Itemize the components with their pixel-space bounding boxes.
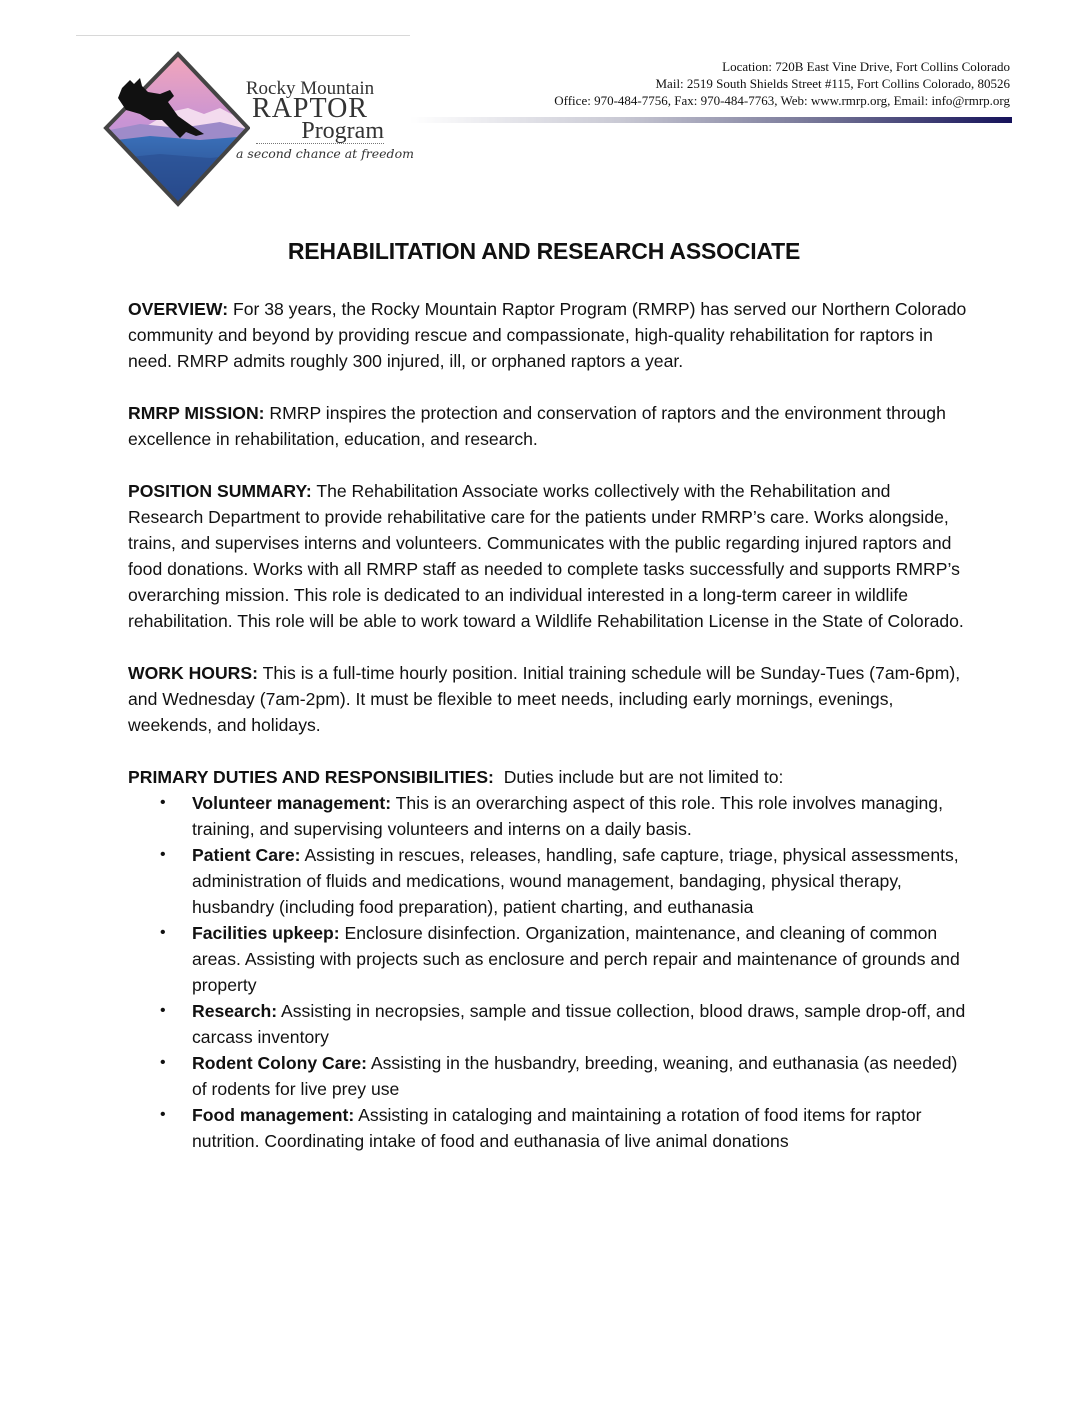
logo-line-raptor: RAPTOR bbox=[252, 93, 368, 124]
duty-item bbox=[128, 1050, 968, 1102]
duties-intro: Duties include but are not limited to: bbox=[493, 767, 784, 787]
section-text: This is a full-time hourly position. Initial training schedule will be Sunday-Tues (7am-6pm), and Wednesday (7am-2pm). It must be flexible to meet needs, including early mornings, evenings, weekends, and holidays. bbox=[128, 663, 961, 735]
duty-label: Volunteer management: bbox=[192, 793, 392, 813]
section-text: The Rehabilitation Associate works collectively with the Rehabilitation and Research Department to provide rehabilitative care for the patients under RMRP’s care. Works alongside, trains, and supervises interns and volunteers. Communicates with the public regarding injured raptors and food donations. Works with all RMRP staff as needed to complete tasks successfully and supports RMRP’s overarching mission. This role is dedicated to an individual interested in a long-term career in wildlife rehabilitation. This role will be able to work toward a Wildlife Rehabilitation License in the State of Colorado. bbox=[128, 481, 964, 631]
section-label: RMRP MISSION: bbox=[128, 403, 265, 423]
logo-line-rocky-mountain: Rocky Mountain bbox=[245, 78, 375, 99]
section-work-hours bbox=[128, 660, 968, 738]
top-rule bbox=[76, 35, 410, 36]
contact-block bbox=[554, 58, 1010, 109]
diamond-mountain-eagle-icon bbox=[100, 50, 250, 210]
section-position-summary bbox=[128, 478, 968, 634]
section-label: OVERVIEW: bbox=[128, 299, 229, 319]
duty-label: Patient Care: bbox=[192, 845, 301, 865]
duty-text: This is an overarching aspect of this role. This role involves managing, training, and supervising volunteers and interns on a daily basis. bbox=[192, 793, 943, 839]
bullet-icon: • bbox=[160, 1002, 166, 1019]
logo-wordmark bbox=[236, 80, 384, 144]
duty-label: Rodent Colony Care: bbox=[192, 1053, 367, 1073]
document-body bbox=[128, 296, 968, 1154]
section-overview bbox=[128, 296, 968, 374]
section-text: For 38 years, the Rocky Mountain Raptor Program (RMRP) has served our Northern Colorado community and beyond by providing rescue and compassionate, high-quality rehabilitation for raptors in need. RMRP admits roughly 300 injured, ill, or orphaned raptors a year. bbox=[128, 299, 967, 371]
duty-text: Assisting in necropsies, sample and tissue collection, blood draws, sample drop-off, and carcass inventory bbox=[192, 1001, 966, 1047]
bullet-icon: • bbox=[160, 924, 166, 941]
duty-text: Assisting in the husbandry, breeding, weaning, and euthanasia (as needed) of rodents for live prey use bbox=[192, 1053, 958, 1099]
section-duties bbox=[128, 764, 968, 1154]
header-gradient-bar bbox=[410, 117, 1012, 123]
contact-mail: Mail: 2519 South Shields Street #115, Fort Collins Colorado, 80526 bbox=[655, 76, 1010, 91]
duty-label: Research: bbox=[192, 1001, 278, 1021]
section-text: RMRP inspires the protection and conservation of raptors and the environment through excellence in rehabilitation, education, and research. bbox=[128, 403, 946, 449]
duties-label: PRIMARY DUTIES AND RESPONSIBILITIES: bbox=[128, 767, 494, 787]
contact-location: Location: 720B East Vine Drive, Fort Collins Colorado bbox=[722, 59, 1010, 74]
logo-line-program: Program bbox=[256, 120, 384, 144]
duty-item bbox=[128, 998, 968, 1050]
document-title: REHABILITATION AND RESEARCH ASSOCIATE bbox=[287, 238, 801, 264]
duty-item bbox=[128, 920, 968, 998]
bullet-icon: • bbox=[160, 1054, 166, 1071]
duty-label: Food management: bbox=[192, 1105, 355, 1125]
bullet-icon: • bbox=[160, 794, 166, 811]
duty-item bbox=[128, 842, 968, 920]
bullet-icon: • bbox=[160, 846, 166, 863]
contact-office: Office: 970-484-7756, Fax: 970-484-7763, Web: www.rmrp.org, Email: info@rmrp.org bbox=[554, 93, 1010, 108]
duty-item bbox=[128, 1102, 968, 1154]
logo-tagline: a second chance at freedom bbox=[236, 146, 414, 161]
bullet-icon: • bbox=[160, 1106, 166, 1123]
section-label: POSITION SUMMARY: bbox=[128, 481, 312, 501]
duty-label: Facilities upkeep: bbox=[192, 923, 340, 943]
duty-text: Assisting in rescues, releases, handling, safe capture, triage, physical assessments, administration of fluids and medications, wound management, bandaging, physical therapy, husbandry (including food preparation), patient charting, and euthanasia bbox=[192, 845, 959, 917]
duty-text: Assisting in cataloging and maintaining a rotation of food items for raptor nutrition. Coordinating intake of food and euthanasia of live animal donations bbox=[192, 1105, 922, 1151]
duty-item bbox=[128, 790, 968, 842]
section-mission bbox=[128, 400, 968, 452]
duties-list bbox=[128, 790, 968, 1154]
section-label: WORK HOURS: bbox=[128, 663, 258, 683]
duty-text: Enclosure disinfection. Organization, maintenance, and cleaning of common areas. Assisting with projects such as enclosure and perch repair and maintenance of grounds and property bbox=[192, 923, 960, 995]
